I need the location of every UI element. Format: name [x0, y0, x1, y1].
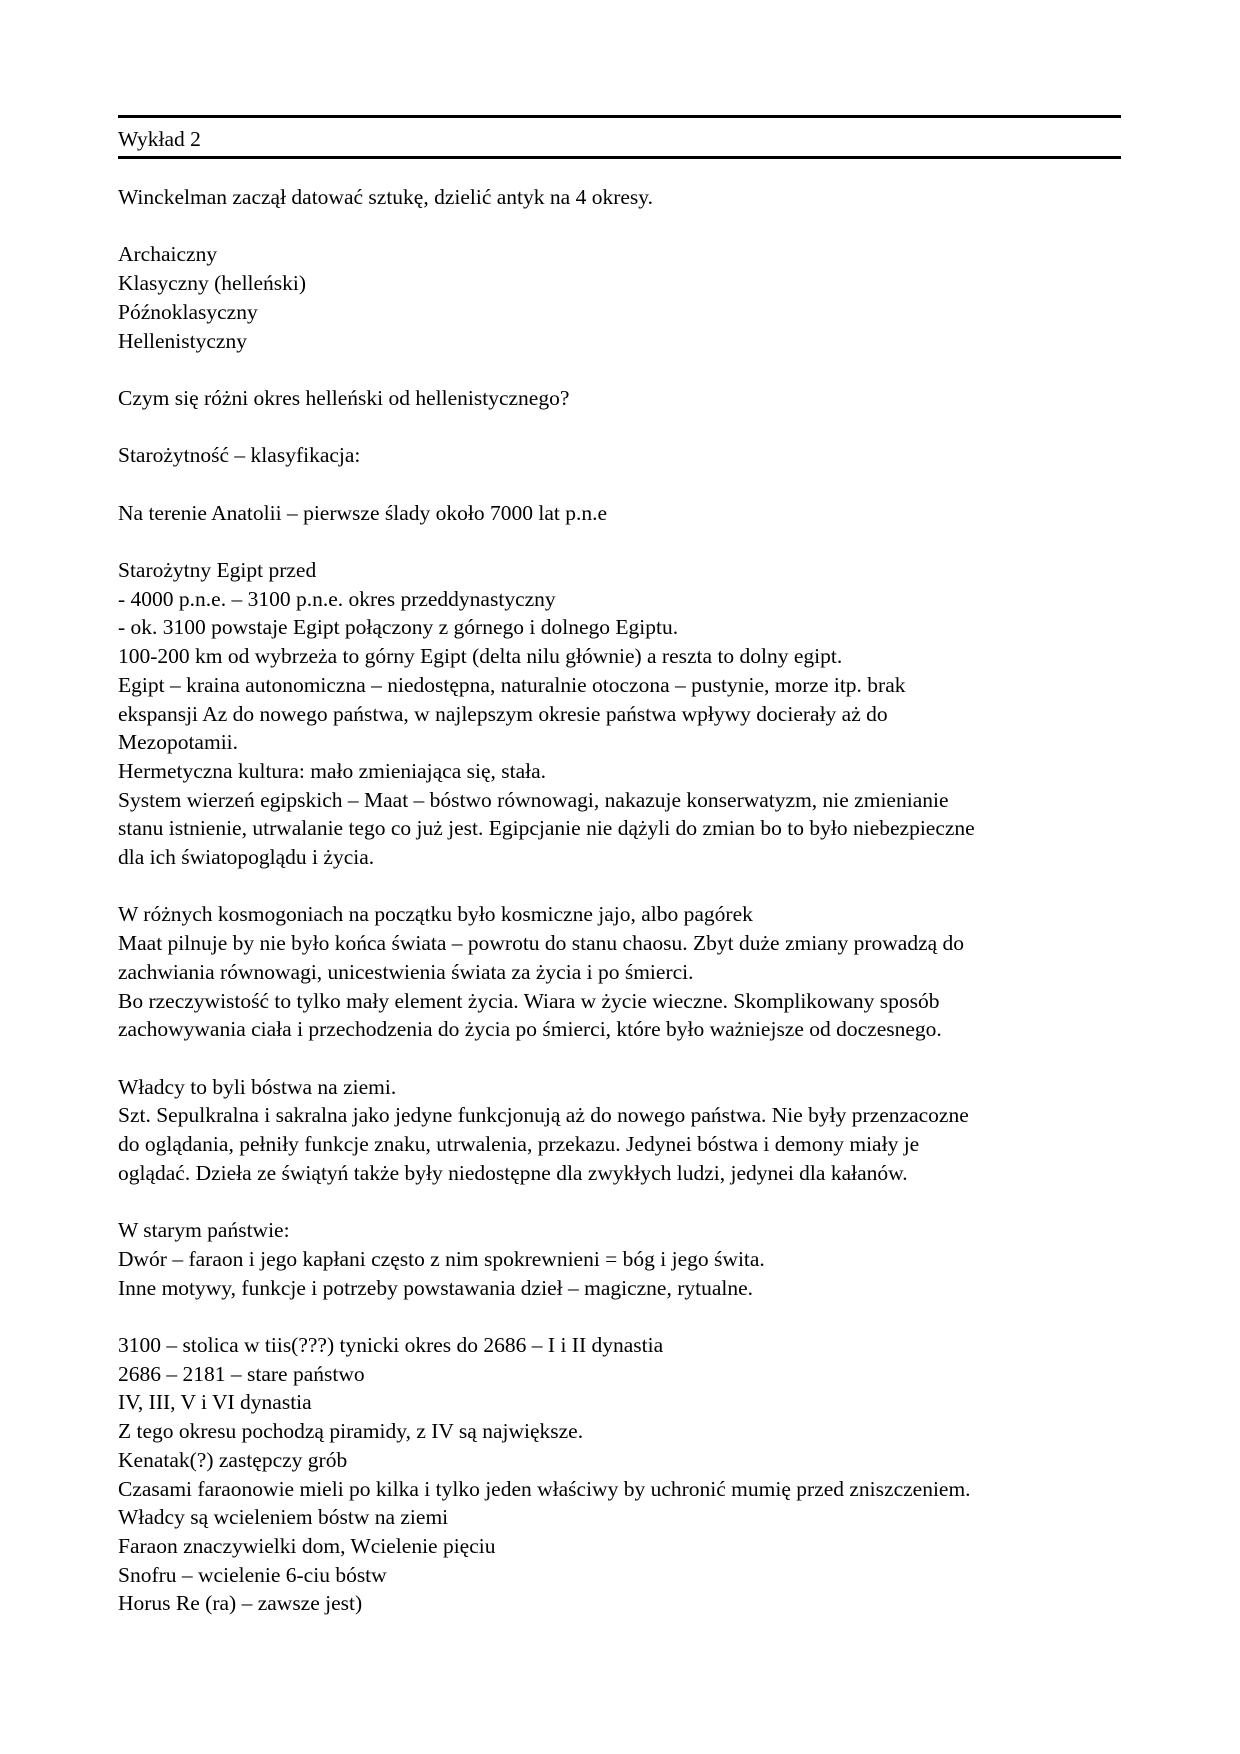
text-line: Szt. Sepulkralna i sakralna jako jedyne funkcjonują aż do nowego państwa. Nie były przenzacozne	[118, 1103, 969, 1128]
document-title: Wykład 2	[118, 127, 201, 151]
paragraph	[118, 1073, 1121, 1188]
text-line: Starożytny Egipt przed	[118, 558, 317, 583]
text-line: Czym się różni okres helleński od hellenistycznego?	[118, 385, 570, 410]
text-line: Władcy to byli bóstwa na ziemi.	[118, 1074, 397, 1099]
paragraph	[118, 1216, 1121, 1302]
paragraph	[118, 441, 1121, 470]
paragraph	[118, 1331, 1121, 1618]
text-line: Egipt – kraina autonomiczna – niedostępna, naturalnie otoczona – pustynie, morze itp. brak	[118, 672, 906, 697]
text-line: 100-200 km od wybrzeża to górny Egipt (delta nilu głównie) a reszta to dolny egipt.	[118, 644, 843, 669]
text-line: ekspansji Az do nowego państwa, w najlepszym okresie państwa wpływy docierały aż do	[118, 701, 888, 726]
text-line: Inne motywy, funkcje i potrzeby powstawania dzieł – magiczne, rytualne.	[118, 1275, 754, 1300]
text-line: W starym państwie:	[118, 1218, 290, 1243]
paragraph	[118, 183, 1121, 212]
paragraph	[118, 499, 1121, 528]
text-line: IV, III, V i VI dynastia	[118, 1390, 312, 1415]
text-line: Późnoklasyczny	[118, 299, 258, 324]
text-line: Winckelman zaczął datować sztukę, dzielić antyk na 4 okresy.	[118, 185, 654, 209]
text-line: - ok. 3100 powstaje Egipt połączony z górnego i dolnego Egiptu.	[118, 615, 679, 640]
text-line: do oglądania, pełniły funkcje znaku, utrwalenia, przekazu. Jedynei bóstwa i demony miały je	[118, 1132, 920, 1157]
text-line: Hermetyczna kultura: mało zmieniająca się, stała.	[118, 758, 547, 783]
text-line: zachwiania równowagi, unicestwienia świata za życia i po śmierci.	[118, 959, 694, 984]
text-line: Maat pilnuje by nie było końca świata – powrotu do stanu chaosu. Zbyt duże zmiany prowadzą do	[118, 931, 965, 956]
text-line: zachowywania ciała i przechodzenia do życia po śmierci, które było ważniejsze od doczesnego.	[118, 1017, 942, 1042]
paragraph	[118, 900, 1121, 1044]
paragraph	[118, 384, 1121, 413]
text-line: Bo rzeczywistość to tylko mały element życia. Wiara w życie wieczne. Skomplikowany sposób	[118, 988, 940, 1013]
text-line: Hellenistyczny	[118, 328, 247, 353]
text-line: Mezopotamii.	[118, 730, 239, 755]
text-line: Kenatak(?) zastępczy grób	[118, 1447, 348, 1472]
text-line: System wierzeń egipskich – Maat – bóstwo równowagi, nakazuje konserwatyzm, nie zmienianie	[118, 787, 949, 812]
text-line: oglądać. Dzieła ze świątyń także były niedostępne dla zwykłych ludzi, jedynei dla kałanów.	[118, 1160, 908, 1185]
text-line: Faraon znaczywielki dom, Wcielenie pięciu	[118, 1533, 496, 1558]
text-line: Dwór – faraon i jego kapłani często z nim spokrewnieni = bóg i jego świta.	[118, 1246, 765, 1271]
text-line: dla ich światopoglądu i życia.	[118, 845, 375, 870]
text-line: - 4000 p.n.e. – 3100 p.n.e. okres przeddynastyczny	[118, 586, 556, 611]
document-page	[118, 115, 1121, 1647]
text-line: Archaiczny	[118, 242, 218, 267]
paragraph	[118, 556, 1121, 872]
text-line: Z tego okresu pochodzą piramidy, z IV są największe.	[118, 1419, 584, 1444]
document-body	[118, 159, 1121, 1618]
text-line: Snofru – wcielenie 6-ciu bóstw	[118, 1562, 387, 1587]
text-line: Na terenie Anatolii – pierwsze ślady około 7000 lat p.n.e	[118, 500, 607, 525]
text-line: Horus Re (ra) – zawsze jest)	[118, 1591, 363, 1616]
text-line: stanu istnienie, utrwalanie tego co już jest. Egipcjanie nie dążyli do zmian bo to było niebezpieczne	[118, 816, 975, 841]
text-line: Czasami faraonowie mieli po kilka i tylko jeden właściwy by uchronić mumię przed zniszczeniem.	[118, 1476, 971, 1501]
text-line: 2686 – 2181 – stare państwo	[118, 1361, 365, 1386]
text-line: W różnych kosmogoniach na początku było kosmiczne jajo, albo pagórek	[118, 902, 753, 927]
text-line: Władcy są wcieleniem bóstw na ziemi	[118, 1505, 449, 1530]
paragraph	[118, 240, 1121, 355]
text-line: Klasyczny (helleński)	[118, 271, 307, 296]
text-line: Starożytność – klasyfikacja:	[118, 443, 361, 468]
text-line: 3100 – stolica w tiis(???) tynicki okres do 2686 – I i II dynastia	[118, 1332, 664, 1357]
